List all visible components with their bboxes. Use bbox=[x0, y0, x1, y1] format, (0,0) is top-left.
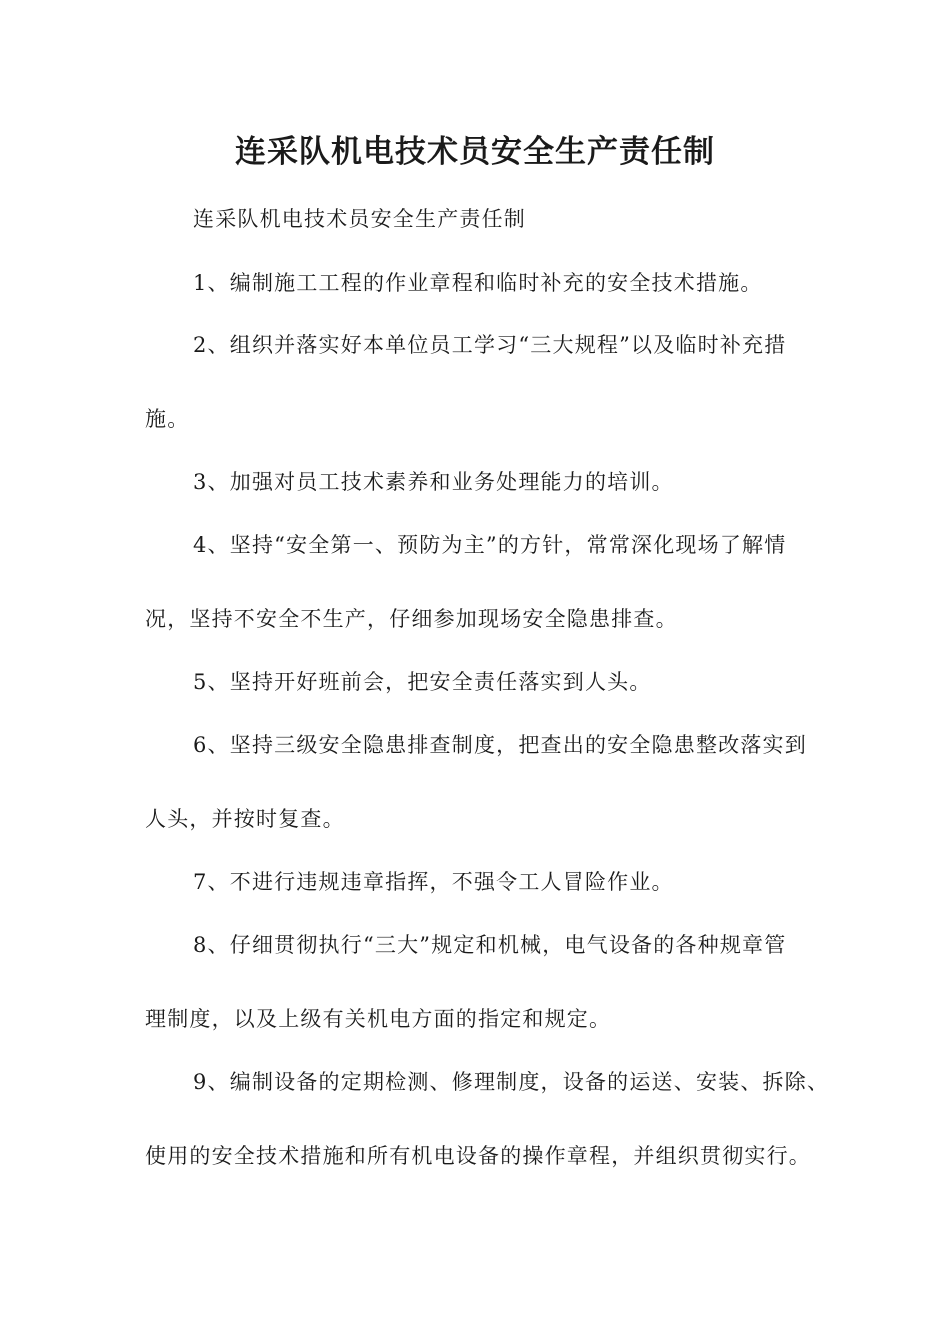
item-4-line-1: 4、坚持“安全第一、预防为主”的方针，常常深化现场了解情 bbox=[193, 533, 787, 557]
document-title: 连采队机电技术员安全生产责任制 bbox=[235, 134, 715, 170]
item-6-line-1: 6、坚持三级安全隐患排查制度，把查出的安全隐患整改落实到 bbox=[193, 733, 807, 757]
item-6-line-2: 人头，并按时复查。 bbox=[145, 807, 345, 831]
item-3-line-1: 3、加强对员工技术素养和业务处理能力的培训。 bbox=[193, 470, 674, 494]
item-5-line-1: 5、坚持开好班前会，把安全责任落实到人头。 bbox=[193, 670, 652, 694]
item-2-line-2: 施。 bbox=[145, 407, 190, 431]
document-subtitle: 连采队机电技术员安全生产责任制 bbox=[193, 207, 526, 231]
item-7-line-1: 7、不进行违规违章指挥，不强令工人冒险作业。 bbox=[193, 870, 674, 894]
item-8-line-2: 理制度，以及上级有关机电方面的指定和规定。 bbox=[145, 1007, 612, 1031]
item-2-line-1: 2、组织并落实好本单位员工学习“三大规程”以及临时补充措 bbox=[193, 333, 787, 357]
item-8-line-1: 8、仔细贯彻执行“三大”规定和机械，电气设备的各种规章管 bbox=[193, 933, 787, 957]
item-9-line-2: 使用的安全技术措施和所有机电设备的操作章程，并组织贯彻实行。 bbox=[145, 1144, 811, 1168]
item-9-line-1: 9、编制设备的定期检测、修理制度，设备的运送、安装、拆除、 bbox=[193, 1070, 830, 1094]
item-4-line-2: 况，坚持不安全不生产，仔细参加现场安全隐患排查。 bbox=[145, 607, 678, 631]
item-1-line-1: 1、编制施工工程的作业章程和临时补充的安全技术措施。 bbox=[193, 271, 763, 295]
